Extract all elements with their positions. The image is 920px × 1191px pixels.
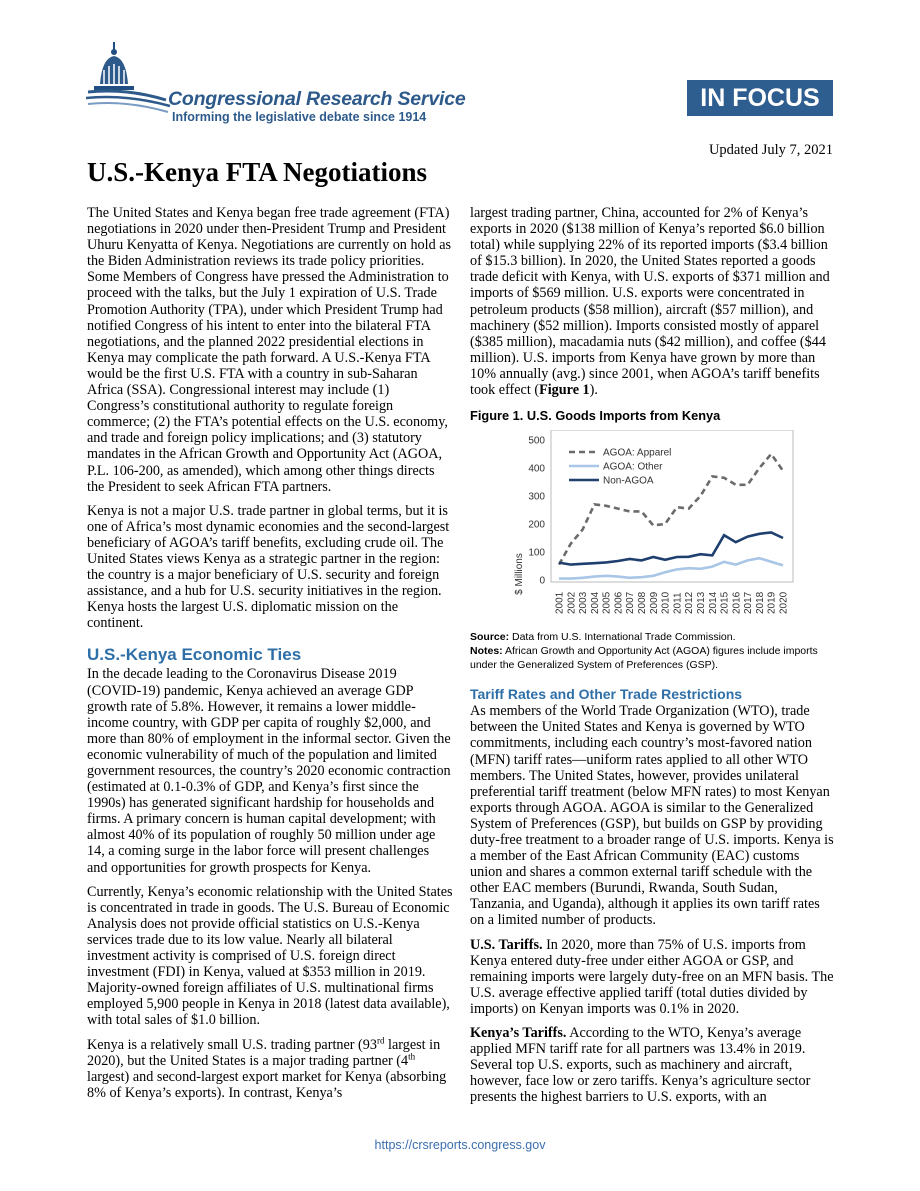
wto-paragraph: As members of the World Trade Organization (WTO), trade between the United States and Kenya is governed by WTO commitments, including each country’s most-favored nation (MFN) tariff rates—uniform rates applied to all other WTO members. The United States, however, provides unilateral preferential tariff treatment (below MFN rates) to most Kenyan exports through AGOA. AGOA is similar to the Generalized System of Preferences (GSP), but builds on GSP by providing duty-free treatment to a broader range of U.S. imports. Kenya is a member of the East African Community (EAC) customs union and shares a common external tariff schedule with the other EAC members (Burundi, Rwanda, South Sudan, Tanzania, and Uganda), although it applies its own tariff rates on a limited number of products. [470, 703, 834, 929]
china-paragraph: largest trading partner, China, accounted for 2% of Kenya’s exports in 2020 ($138 million of Kenya’s reported $6.0 billion total) while supplying 22% of its reported imports ($3.4 billion of $15.3 billion). In 2020, the United States reported a goods trade deficit with Kenya, with U.S. exports of $371 million and imports of $569 million. U.S. exports were concentrated in petroleum products ($58 million), aircraft ($57 million), and machinery ($52 million). Imports consisted mostly of apparel ($385 million), macadamia nuts ($42 million), and coffee ($44 million). U.S. imports from Kenya have grown by more than 10% annually (avg.) since 2001, when AGOA’s tariff benefits took effect (Figure 1). [470, 205, 830, 399]
x-tick-label: 2013 [695, 591, 707, 615]
capitol-dome-icon [86, 40, 176, 120]
x-tick-label: 2019 [766, 591, 778, 615]
series-line-agoa-other [559, 558, 783, 578]
x-tick-label: 2015 [719, 591, 731, 615]
x-tick-label: 2014 [707, 591, 719, 615]
kenya-tariffs-paragraph: Kenya’s Tariffs. According to the WTO, Kenya’s average applied MFN tariff rate for all partners was 13.4% in 2019. Several top U.S. exports, such as machinery and aircraft, however, face low or zero tariffs. Kenya’s agriculture sector presents the highest barriers to U.S. exports, with an [470, 1025, 811, 1106]
figure-title: Figure 1. U.S. Goods Imports from Kenya [470, 408, 721, 424]
in-focus-badge: IN FOCUS [687, 80, 833, 116]
relationship-paragraph: Currently, Kenya’s economic relationship with the United States is concentrated in trade in goods. The U.S. Bureau of Economic Analysis does not provide official statistics on U.S.-Kenya services trade due to its low value. Nearly all bilateral investment activity is comprised of U.S. foreign direct investment (FDI) in Kenya, valued at $353 million in 2019. Majority-owned foreign affiliates of U.S. multinational firms employed 5,900 people in Kenya in 2018 (latest data available), with total sales of $1.0 billion. [87, 883, 453, 1029]
strategic-partner-paragraph: Kenya is not a major U.S. trade partner in global terms, but it is one of Africa’s most dynamic economies and the second-largest beneficiary of AGOA’s tariff benefits, excluding crude oil. The United States views Kenya as a strategic partner in the region: the country is a major beneficiary of U.S. security and foreign assistance, and a hub for U.S. security initiatives in the region. Kenya hosts the largest U.S. diplomatic mission on the continent. [87, 502, 450, 632]
org-name: Congressional Research Service [168, 88, 466, 110]
x-tick-label: 2020 [778, 591, 790, 615]
figure-1-reference: Figure 1 [539, 382, 590, 399]
left-column [87, 205, 453, 1109]
x-tick-label: 2016 [731, 591, 743, 615]
y-tick-label: 500 [528, 435, 545, 447]
x-tick-label: 2009 [648, 591, 660, 615]
imports-line-chart [513, 430, 795, 620]
section-heading-economic-ties: U.S.-Kenya Economic Ties [87, 645, 302, 665]
x-tick-label: 2007 [625, 591, 637, 615]
legend-label: AGOA: Apparel [603, 447, 672, 459]
y-tick-label: 300 [528, 491, 545, 503]
intro-paragraph: The United States and Kenya began free trade agreement (FTA) negotiations in 2020 under then-President Trump and President Uhuru Kenyatta of Kenya. Negotiations are currently on hold as the Biden Administration reviews its trade policy priorities. Some Members of Congress have pressed the Administration to proceed with the talks, but the July 1 expiration of U.S. Trade Promotion Authority (TPA), under which President Trump had notified Congress of his intent to enter into the bilateral FTA negotiations, and the planned 2022 presidential elections in Kenya may complicate the path forward. A U.S.-Kenya FTA would be the first U.S. FTA with a country in sub-Saharan Africa (SSA). Congressional interest may include (1) Congress’s constitutional authority to regulate foreign commerce; (2) the FTA’s potential effects on the U.S. economy, and trade and foreign policy implications; and (3) statutory mandates in the African Growth and Opportunity Act (AGOA, P.L. 106-200, as amended), which among other things directs the President to seek African FTA partners. [87, 205, 452, 495]
legend-label: AGOA: Other [603, 461, 663, 473]
subheading-tariff-rates: Tariff Rates and Other Trade Restrictions [470, 686, 743, 703]
y-tick-label: 400 [528, 463, 545, 475]
y-tick-label: 200 [528, 519, 545, 531]
x-tick-label: 2012 [684, 591, 696, 615]
series-line-agoa-apparel [559, 454, 783, 565]
right-column [470, 205, 834, 1113]
x-tick-label: 2002 [566, 591, 578, 615]
crs-reports-link[interactable]: https://crsreports.congress.gov [374, 1138, 546, 1152]
economy-paragraph: In the decade leading to the Coronavirus Disease 2019 (COVID-19) pandemic, Kenya achieved an average GDP growth rate of 5.8%. However, it remains a lower middle-income country, with GDP per capita of roughly $2,000, and more than 80% of employment in the informal sector. Given the economic vulnerability of much of the population and limited government resources, the country’s 2020 economic contraction (estimated at 0.1-0.3% of GDP, and Kenya’s first since the 1990s) has generated significant hardship for households and firms. A primary concern is human capital development; with almost 40% of its population of roughly 50 million under age 14, a coming surge in the labor force will present challenges and opportunities for growth prospects for Kenya. [87, 666, 451, 876]
imports-chart [513, 430, 795, 620]
updated-date: Updated July 7, 2021 [708, 142, 833, 158]
us-tariffs-paragraph: U.S. Tariffs. In 2020, more than 75% of U.S. imports from Kenya entered duty-free under either AGOA or GSP, and remaining imports were largely duty-free on an MFN basis. The U.S. average effective applied tariff (total duties divided by imports) on Kenyan imports was 0.1% in 2020. [470, 936, 834, 1017]
crs-logo [86, 40, 496, 130]
org-tagline: Informing the legislative debate since 1914 [172, 110, 427, 124]
y-tick-label: 100 [528, 547, 545, 559]
x-tick-label: 2010 [660, 591, 672, 615]
x-tick-label: 2018 [754, 591, 766, 615]
legend-label: Non-AGOA [603, 475, 654, 487]
y-tick-label: 0 [539, 575, 545, 587]
x-tick-label: 2006 [613, 591, 625, 615]
x-tick-label: 2008 [637, 591, 649, 615]
x-tick-label: 2017 [743, 591, 755, 615]
page-title: U.S.-Kenya FTA Negotiations [87, 157, 428, 187]
y-axis-label: $ Millions [514, 553, 525, 596]
x-tick-label: 2004 [589, 591, 601, 615]
x-tick-label: 2003 [578, 591, 590, 615]
x-tick-label: 2001 [554, 591, 566, 615]
x-tick-label: 2005 [601, 591, 613, 615]
trading-partner-paragraph: Kenya is a relatively small U.S. trading partner (93rd largest in 2020), but the United States is a major trading partner (4th largest) and second-largest export market for Kenya (absorbing 8% of Kenya’s exports). In contrast, Kenya’s [87, 1034, 447, 1101]
figure-source: Source: Data from U.S. International Trade Commission. Notes: African Growth and Opportunity Act (AGOA) figures include imports under the Generalized System of Preferences (GSP). [470, 631, 818, 672]
x-tick-label: 2011 [672, 592, 684, 615]
